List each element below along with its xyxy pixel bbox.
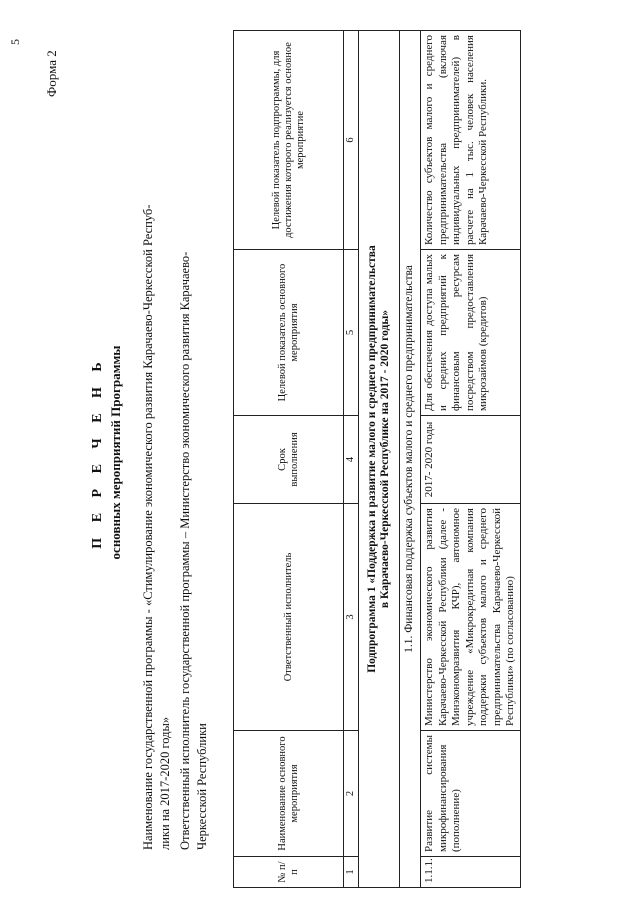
column-number: 4 xyxy=(344,416,359,504)
column-number: 1 xyxy=(344,857,359,888)
responsible-executor-line: Черкесской Республики xyxy=(195,723,209,850)
column-header: Наименование основного мероприятия xyxy=(234,731,344,857)
column-number: 6 xyxy=(344,31,359,250)
table-header-row xyxy=(234,31,344,888)
row-number: 1.1.1. xyxy=(421,857,521,888)
measure-term: 2017- 2020 годы xyxy=(421,416,521,504)
subprogram-title xyxy=(359,31,400,888)
measure-indicator: Для обеспечения доступа малых и средних предприятий к финансовым ресурсам посредством предоставления микрозаймов (кредитов) xyxy=(421,250,521,416)
section-title: 1.1. Финансовая поддержка субъектов малого и среднего предпринимательства xyxy=(400,31,421,888)
column-header: Срок выполнения xyxy=(234,416,344,504)
column-header: Ответственный исполнитель xyxy=(234,504,344,731)
document-title: П Е Р Е Ч Е Н Ь xyxy=(90,356,105,549)
form-label: Форма 2 xyxy=(44,50,59,97)
responsible-executor-line: Ответственный исполнитель государственной программы – Министерство экономического развития Карачаево- xyxy=(178,251,192,850)
document-subtitle: основных мероприятий Программы xyxy=(108,345,123,560)
measures-table xyxy=(233,30,521,888)
subprogram-title-line: Подпрограмма 1 «Поддержка и развитие малого и среднего предпринимательства xyxy=(365,245,378,673)
column-number: 3 xyxy=(344,504,359,731)
subprogram-row xyxy=(359,31,400,888)
column-number: 5 xyxy=(344,250,359,416)
section-row xyxy=(400,31,421,888)
column-header: Целевой показатель подпрограммы, для достижения которого реализуется основное мероприятие xyxy=(234,31,344,250)
column-header: Целевой показатель основного мероприятия xyxy=(234,250,344,416)
column-header: № п/п xyxy=(234,857,344,888)
measure-name: Развитие системы микрофинансирования (пополнение) xyxy=(421,731,521,857)
program-name-line: лики на 2017-2020 годы» xyxy=(158,716,172,850)
column-number-row xyxy=(344,31,359,888)
table-row xyxy=(421,31,521,888)
program-name-line: Наименование государственной программы - «Стимулирование экономического развития Карачаево-Черкесской Респуб- xyxy=(141,204,155,850)
program-indicator: Количество субъектов малого и среднего предпринимательства (включая индивидуальных предпринимателей) в расчете на 1 тыс. человек населения Карачаево-Черкесской Республики. xyxy=(421,31,521,250)
page-number: 5 xyxy=(8,39,22,45)
measure-executor: Министерство экономического развития Карачаево-Черкесской Республики (далее - Минэкономразвития КЧР), автономное учреждение «Микрокредитная компания поддержки субъектов малого и среднего предпринимательства Карачаево-Черкесской Республики» (по согласованию) xyxy=(421,504,521,731)
column-number: 2 xyxy=(344,731,359,857)
subprogram-title-line: в Карачаево-Черкесской Республике на 2017 - 2020 годы» xyxy=(379,309,391,609)
